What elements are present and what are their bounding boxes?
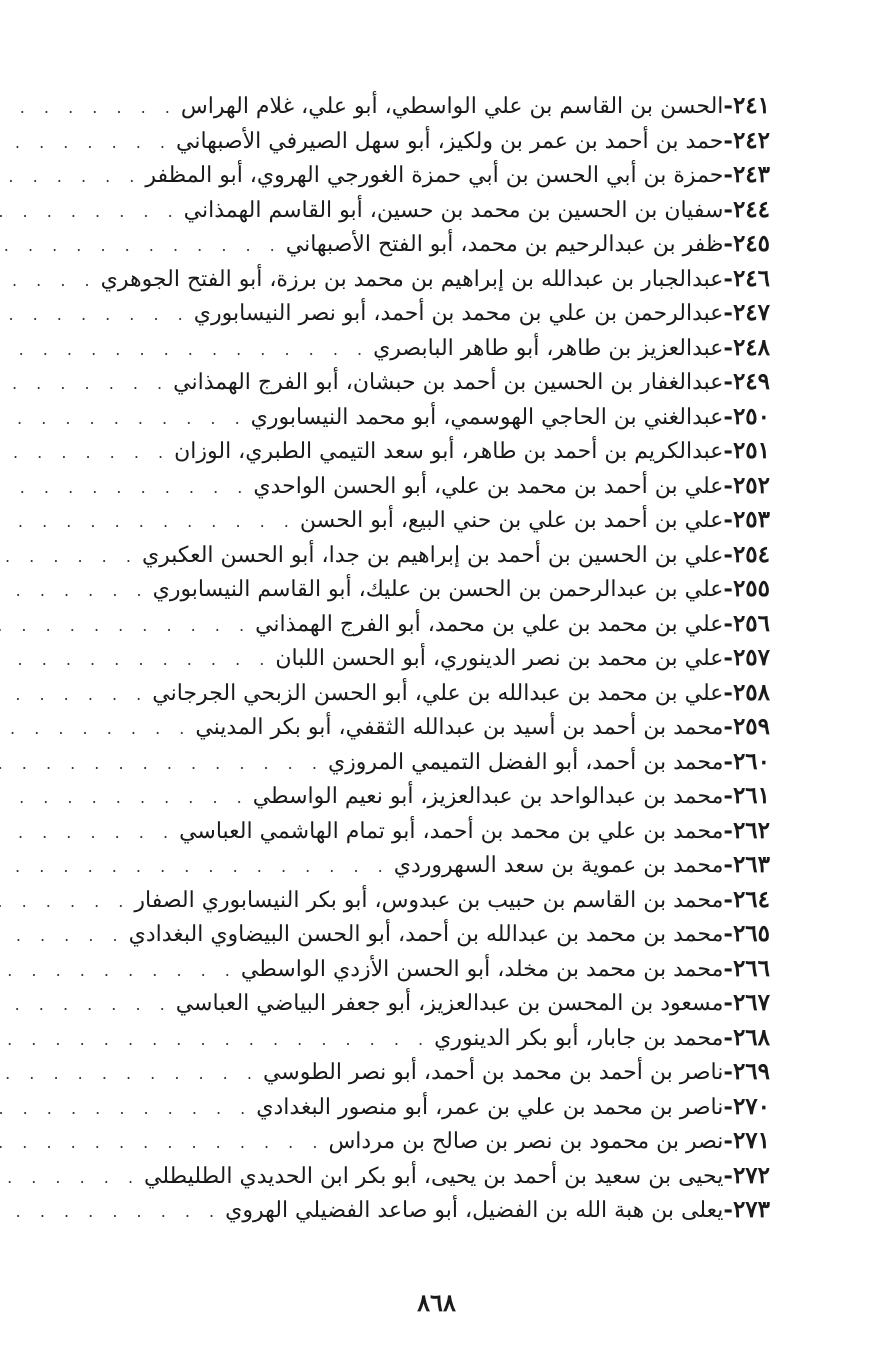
toc-entry xyxy=(30,952,770,987)
entry-title: محمد بن محمد بن عبدالله بن أحمد، أبو الحسن البيضاوي البغدادي xyxy=(128,922,724,947)
dot-leader xyxy=(0,126,176,161)
entry-title: علي بن محمد بن عبدالله بن علي، أبو الحسن الزبحي الجرجاني xyxy=(152,680,724,706)
entry-title: علي بن محمد بن نصر الدينوري، أبو الحسن اللبان xyxy=(275,646,724,671)
entry-number: ٢٥٧- xyxy=(723,644,770,671)
entry-number: ٢٥٩- xyxy=(723,713,770,740)
toc-entry xyxy=(30,331,770,366)
entry-number: ٢٥٥- xyxy=(723,575,770,602)
entry-number: ٢٦٩- xyxy=(723,1058,770,1085)
entry-number: ٢٧٠- xyxy=(723,1092,770,1120)
toc-entry xyxy=(30,1021,770,1056)
toc-entry xyxy=(30,1090,770,1125)
dot-leader xyxy=(0,609,255,644)
toc-entry xyxy=(30,227,770,262)
entry-title: نصر بن محمود بن نصر بن صالح بن مرداس xyxy=(328,1129,724,1154)
entry-title: محمد بن أحمد، أبو الفضل التميمي المروزي xyxy=(327,749,724,775)
entry-title: ناصر بن محمد بن علي بن عمر، أبو منصور البغدادي xyxy=(256,1094,724,1120)
toc-entry xyxy=(30,848,770,883)
dot-leader xyxy=(0,747,328,782)
entry-number: ٢٤٩- xyxy=(723,368,770,395)
entry-title: سفيان بن الحسين بن محمد بن حسين، أبو القاسم الهمذاني xyxy=(183,197,724,223)
entry-number: ٢٤٦- xyxy=(723,264,770,292)
entry-number: ٢٦٢- xyxy=(723,816,770,844)
toc-entry xyxy=(30,400,770,435)
toc-entry xyxy=(30,434,770,469)
toc-entry xyxy=(30,503,770,538)
toc-entry xyxy=(30,917,770,952)
dot-leader xyxy=(0,1057,263,1092)
dot-leader xyxy=(0,229,286,264)
dot-leader xyxy=(0,1195,225,1230)
page-number: ٨٦٨ xyxy=(417,1288,456,1317)
entry-title: محمد بن علي بن محمد بن أحمد، أبو تمام الهاشمي العباسي xyxy=(179,818,724,844)
toc-entry xyxy=(30,710,770,745)
entry-title: الحسن بن القاسم بن علي الواسطي، أبو علي، غلام الهراس xyxy=(180,94,724,119)
entry-title: علي بن الحسين بن أحمد بن إبراهيم بن جدا، أبو الحسن العكبري xyxy=(141,542,724,568)
dot-leader xyxy=(0,91,181,126)
entry-title: عبدالجبار بن عبدالله بن إبراهيم بن محمد بن برزة، أبو الفتح الجوهري xyxy=(100,266,724,292)
entry-number: ٢٥٨- xyxy=(723,678,770,706)
toc-entry xyxy=(30,572,770,607)
entry-title: حمزة بن أبي الحسن بن أبي حمزة الغورجي الهروي، أبو المظفر xyxy=(145,163,724,188)
entry-title: علي بن محمد بن علي بن محمد، أبو الفرج الهمذاني xyxy=(255,611,724,637)
entry-title: علي بن أحمد بن علي بن حني البيع، أبو الحسن xyxy=(299,508,724,533)
entry-title: عبدالرحمن بن علي بن محمد بن أحمد، أبو نصر النيسابوري xyxy=(193,301,724,326)
toc-entry xyxy=(30,538,770,573)
entry-number: ٢٤٤- xyxy=(723,195,770,223)
toc-entry xyxy=(30,262,770,297)
dot-leader xyxy=(0,471,253,506)
entry-title: محمد بن عبدالواحد بن عبدالعزيز، أبو نعيم الواسطي xyxy=(252,784,724,809)
entry-number: ٢٤٧- xyxy=(723,299,770,326)
dot-leader xyxy=(0,678,152,713)
entry-title: يعلى بن هبة الله بن الفضيل، أبو صاعد الفضيلي الهروي xyxy=(225,1198,724,1223)
toc-entry xyxy=(30,1193,770,1228)
toc-entry xyxy=(30,986,770,1021)
entry-number: ٢٦٣- xyxy=(723,851,770,878)
dot-leader xyxy=(0,1092,256,1127)
entry-number: ٢٧١- xyxy=(723,1127,770,1154)
entry-number: ٢٤٣- xyxy=(723,161,770,188)
dot-leader xyxy=(0,1126,328,1161)
dot-leader xyxy=(0,885,134,920)
toc-entry xyxy=(30,193,770,228)
entry-title: ظفر بن عبدالرحيم بن محمد، أبو الفتح الأصبهاني xyxy=(285,232,724,257)
entry-number: ٢٦٤- xyxy=(723,885,770,913)
toc-entry xyxy=(30,365,770,400)
entry-title: محمد بن عموية بن سعد السهروردي xyxy=(393,853,724,878)
entry-title: محمد بن القاسم بن حبيب بن عبدوس، أبو بكر النيسابوري الصفار xyxy=(134,887,724,913)
dot-leader xyxy=(0,988,176,1023)
toc-entry xyxy=(30,469,770,504)
toc-entry xyxy=(30,89,770,124)
entry-title: محمد بن محمد بن مخلد، أبو الحسن الأزدي الواسطي xyxy=(240,956,724,982)
dot-leader xyxy=(0,781,253,816)
dot-leader xyxy=(0,850,394,885)
dot-leader xyxy=(0,540,142,575)
dot-leader xyxy=(0,712,195,747)
dot-leader xyxy=(0,402,251,437)
dot-leader xyxy=(0,919,129,954)
entry-title: حمد بن أحمد بن عمر بن ولكيز، أبو سهل الصيرفي الأصبهاني xyxy=(176,128,724,154)
entry-number: ٢٦٠- xyxy=(723,747,770,775)
entry-number: ٢٤١- xyxy=(723,92,770,119)
dot-leader xyxy=(0,954,241,989)
dot-leader xyxy=(0,333,373,368)
toc-entry xyxy=(30,1124,770,1159)
toc-entry xyxy=(30,124,770,159)
entry-number: ٢٥١- xyxy=(723,437,770,464)
dot-leader xyxy=(0,1161,144,1196)
entry-title: محمد بن أحمد بن أسيد بن عبدالله الثقفي، أبو بكر المديني xyxy=(195,715,724,740)
toc-entry xyxy=(30,296,770,331)
entry-title: يحيى بن سعيد بن أحمد بن يحيى، أبو بكر ابن الحديدي الطليطلي xyxy=(144,1163,724,1189)
entry-number: ٢٧٢- xyxy=(723,1161,770,1189)
toc-entry xyxy=(30,745,770,780)
dot-leader xyxy=(0,264,101,299)
entry-title: عبدالغني بن الحاجي الهوسمي، أبو محمد النيسابوري xyxy=(250,404,724,430)
toc-entry xyxy=(30,883,770,918)
table-of-contents xyxy=(30,89,770,1228)
dot-leader xyxy=(0,643,275,678)
toc-entry xyxy=(30,779,770,814)
entry-title: ناصر بن أحمد بن محمد بن أحمد، أبو نصر الطوسي xyxy=(262,1060,724,1085)
toc-entry xyxy=(30,641,770,676)
entry-title: علي بن عبدالرحمن بن الحسن بن عليك، أبو القاسم النيسابوري xyxy=(152,577,724,602)
dot-leader xyxy=(0,195,184,230)
entry-title: عبدالعزيز بن طاهر، أبو طاهر البابصري xyxy=(373,335,724,361)
entry-number: ٢٥٤- xyxy=(723,540,770,568)
entry-number: ٢٦١- xyxy=(723,782,770,809)
entry-title: عبدالكريم بن أحمد بن طاهر، أبو سعد التيمي الطبري، الوزان xyxy=(174,439,724,464)
entry-number: ٢٦٦- xyxy=(723,954,770,982)
entry-title: علي بن أحمد بن محمد بن علي، أبو الحسن الواحدي xyxy=(253,473,724,499)
entry-number: ٢٥٠- xyxy=(723,402,770,430)
toc-entry xyxy=(30,814,770,849)
dot-leader xyxy=(0,574,153,609)
toc-entry xyxy=(30,1055,770,1090)
dot-leader xyxy=(0,367,173,402)
toc-entry xyxy=(30,676,770,711)
entry-number: ٢٤٨- xyxy=(723,333,770,361)
dot-leader xyxy=(0,505,300,540)
dot-leader xyxy=(0,1023,434,1058)
entry-title: مسعود بن المحسن بن عبدالعزيز، أبو جعفر البياضي العباسي xyxy=(175,991,724,1016)
entry-number: ٢٥٢- xyxy=(723,471,770,499)
dot-leader xyxy=(0,160,145,195)
toc-entry xyxy=(30,158,770,193)
dot-leader xyxy=(0,436,174,471)
entry-number: ٢٦٧- xyxy=(723,989,770,1016)
entry-number: ٢٤٥- xyxy=(723,230,770,257)
entry-number: ٢٥٣- xyxy=(723,506,770,533)
dot-leader xyxy=(0,816,179,851)
entry-number: ٢٧٣- xyxy=(723,1196,770,1223)
entry-number: ٢٦٥- xyxy=(723,920,770,947)
entry-number: ٢٤٢- xyxy=(723,126,770,154)
entry-number: ٢٦٨- xyxy=(723,1023,770,1051)
toc-entry xyxy=(30,1159,770,1194)
entry-number: ٢٥٦- xyxy=(723,609,770,637)
dot-leader xyxy=(0,298,194,333)
entry-title: عبدالغفار بن الحسين بن أحمد بن حبشان، أبو الفرج الهمذاني xyxy=(173,370,724,395)
toc-entry xyxy=(30,607,770,642)
entry-title: محمد بن جابار، أبو بكر الدينوري xyxy=(434,1025,724,1051)
